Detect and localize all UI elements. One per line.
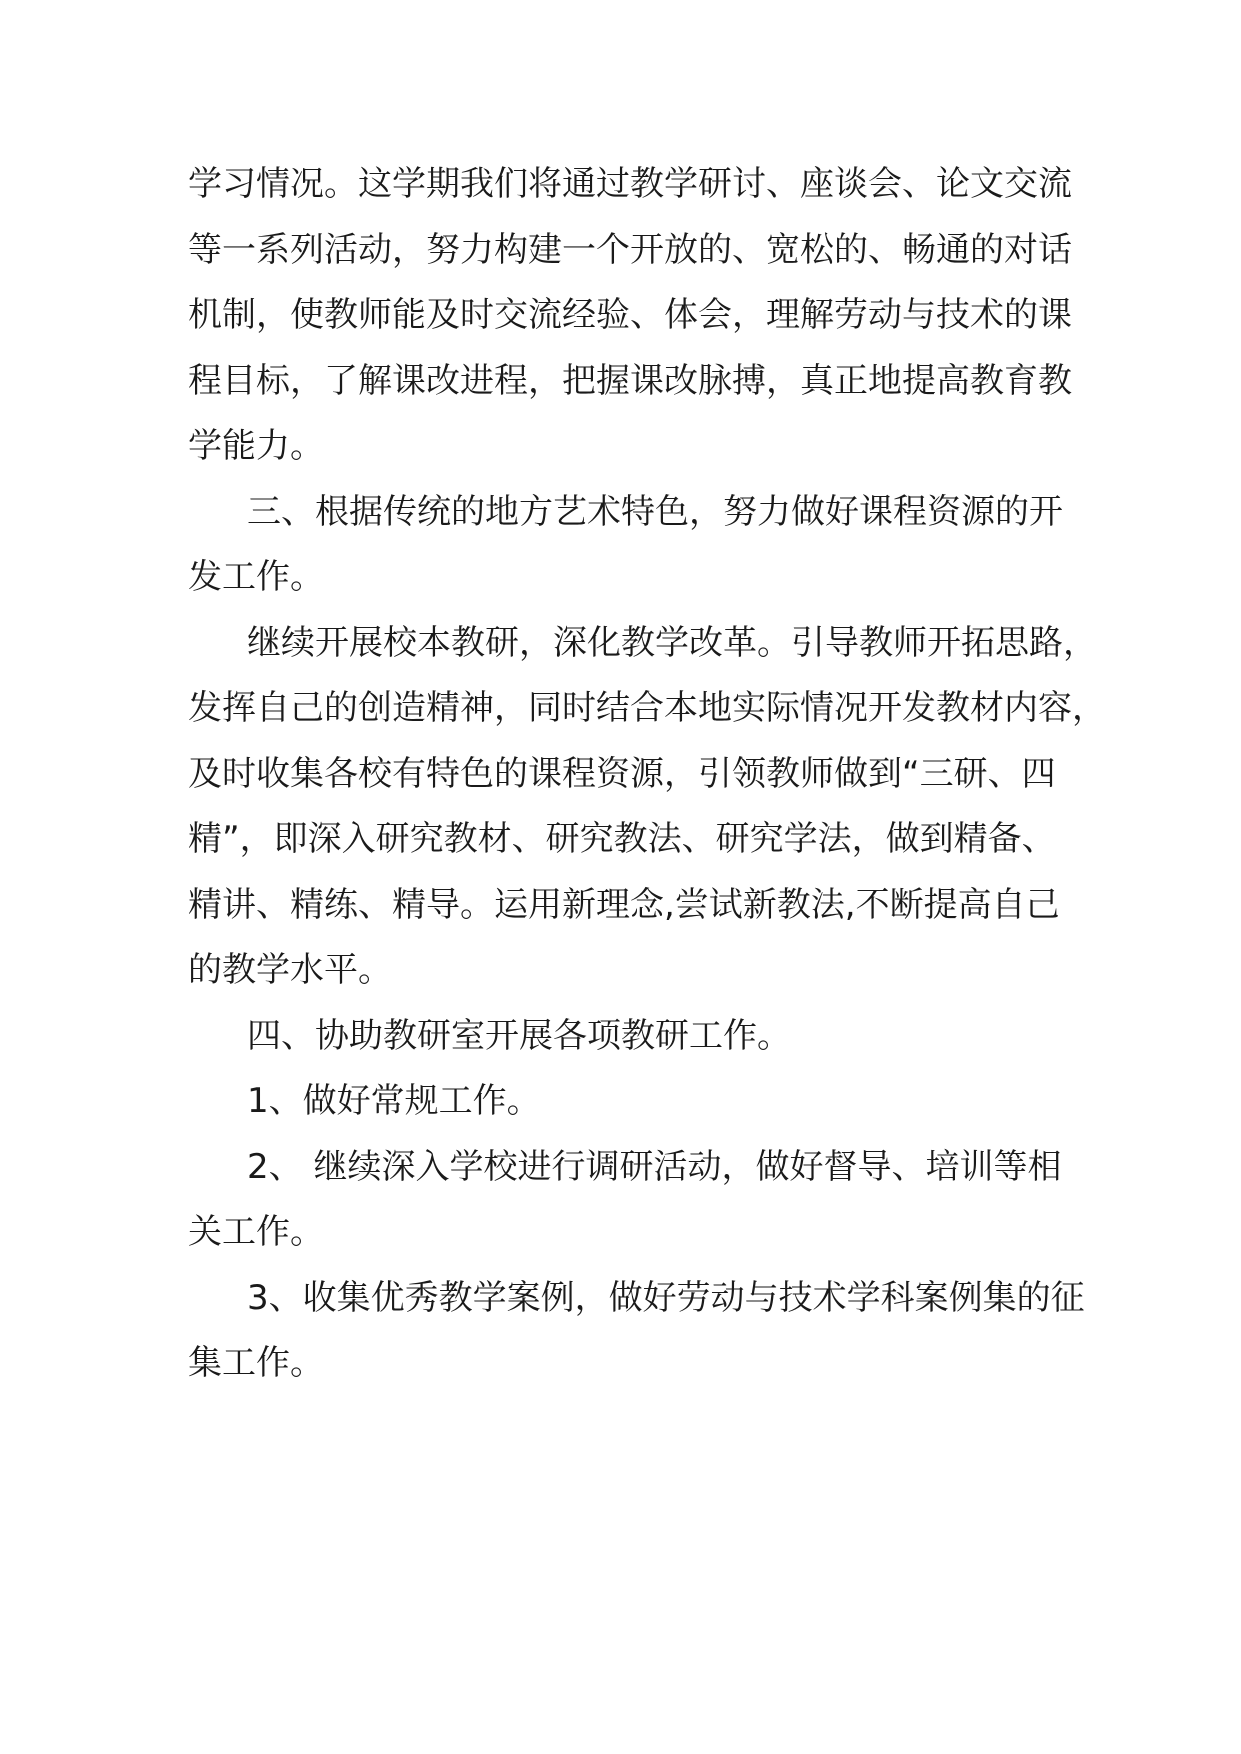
text-line: 发挥自己的创造精神，同时结合本地实际情况开发教材内容， [188, 688, 1106, 728]
text-line: 发工作。 [188, 557, 324, 597]
text-line: 3、收集优秀教学案例，做好劳动与技术学科案例集的征 [247, 1277, 1085, 1318]
text-line: 继续开展校本教研，深化教学改革。引导教师开拓思路， [247, 622, 1097, 663]
document-body [188, 152, 1106, 1397]
text-line: 学习情况。这学期我们将通过教学研讨、座谈会、论文交流 [188, 164, 1072, 204]
text-line: 等一系列活动，努力构建一个开放的、宽松的、畅通的对话 [188, 229, 1072, 270]
text-line: 精”，即深入研究教材、研究教法、研究学法，做到精备、 [188, 819, 1056, 859]
text-line: 的教学水平。 [188, 950, 392, 990]
text-line: 机制，使教师能及时交流经验、体会，理解劳动与技术的课 [188, 295, 1072, 335]
text-line: 精讲、精练、精导。运用新理念,尝试新教法,不断提高自己 [188, 884, 1060, 925]
section-heading-four [188, 1004, 1058, 1070]
text-line: 及时收集各校有特色的课程资源，引领教师做到“三研、四 [188, 753, 1056, 794]
list-item-3 [188, 1266, 1085, 1397]
text-line: 程目标，了解课改进程，把握课改脉搏，真正地提高教育教 [188, 360, 1072, 401]
text-line: 四、协助教研室开展各项教研工作。 [247, 1015, 791, 1056]
text-line: 关工作。 [188, 1212, 324, 1252]
paragraph-school-research [188, 611, 1106, 1004]
paragraph-learning-situation [188, 152, 1072, 480]
text-line: 集工作。 [188, 1343, 324, 1383]
list-item-1 [188, 1069, 1058, 1135]
section-heading-three [188, 480, 1063, 611]
text-line: 2、 继续深入学校进行调研活动，做好督导、培训等相 [247, 1146, 1062, 1187]
text-line: 三、根据传统的地方艺术特色，努力做好课程资源的开 [247, 491, 1063, 532]
text-line: 学能力。 [188, 426, 324, 466]
text-line: 1、做好常规工作。 [247, 1081, 541, 1121]
list-item-2 [188, 1135, 1062, 1266]
